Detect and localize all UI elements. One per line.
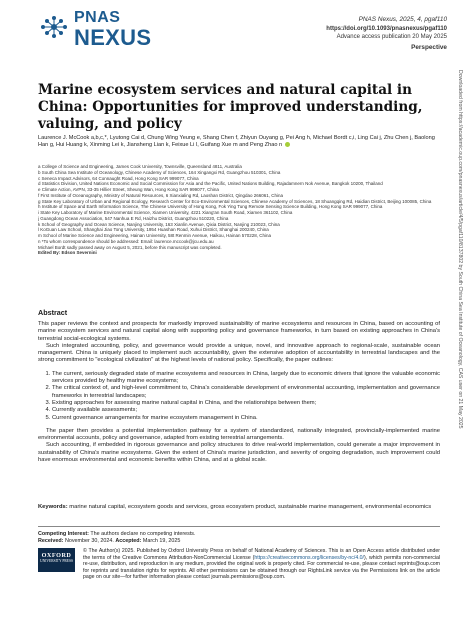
- license-post: ), which permits non-commercial re-use, distribution, and reproduction in any medium, provided the original work is properly cited. For commercial re-use, please contact reprints@oup.com for reprints and translation rights for reprints. All other permissions can be obtained through our RightsLink service via the Permissions link on the article page on our site—for further information please contact journals.permissions@oup.com.: [83, 554, 440, 581]
- affiliation-item: j Guangdong Ocean Association, 547 Nanhua E Rd, Haizhu District, Guangzhou 510220, China: [38, 215, 229, 221]
- affiliation-item: g State Key Laboratory of Urban and Regional Ecology, Research Center for Eco-Environmental Sciences, Chinese Academy of Sciences, 18 Shuangqing Rd, Haidian District, Beijing 100085, China: [38, 198, 432, 204]
- list-item: 3. Existing approaches for assessing marine natural capital in China, and the relationships between them;: [52, 400, 440, 407]
- license-pre: © The Author(s) 2025. Published by Oxford University Press on behalf of National Academy of Sciences. This is an Open Access article distributed under the terms of the Creative Commons Attribution-NonCommercial License (: [83, 548, 440, 561]
- article-header-meta: [326, 16, 447, 52]
- logo-wordmark: [74, 10, 151, 49]
- edited-by: Edited By: Edson Severnini: [38, 250, 97, 256]
- keywords: [38, 504, 440, 511]
- article-title: Marine ecosystem services and natural capital in China: Opportunities for improved understanding, valuing, and policy: [38, 82, 423, 132]
- oup-line-1: OXFORD: [41, 552, 72, 559]
- abstract-paragraph: Such integrated accounting, policy, and governance would provide a unique, novel, and innovative approach to regional-scale, sustainable ocean management. China is uniquely placed to implement such accountability, given the extensive adoption of accountability in terrestrial landscapes and the strong commitment to "ecological civilization" at the highest levels of national policy. Specifically, the paper outlines:: [38, 342, 440, 364]
- memorial-note: Michael Bordt sadly passed away on August 5, 2021, before this manuscript was completed.: [38, 244, 222, 250]
- author-list: [38, 135, 438, 150]
- affiliations: [38, 164, 448, 256]
- keywords-text: marine natural capital, ecosystem goods and services, gross ecosystem product, sustainable marine management, environmental economics: [69, 504, 432, 510]
- logo-line-1: PNAS: [74, 9, 121, 26]
- journal-reference: PNAS Nexus, 2025, 4, pgaf110: [358, 16, 447, 23]
- doi-link[interactable]: https://doi.org/10.1093/pnasnexus/pgaf110: [326, 25, 447, 32]
- oup-logo: [38, 548, 75, 572]
- abstract-list: [38, 371, 440, 422]
- affiliation-item: e Climate Action, AVPN, 33-35 Hillier Street, Sheung Wan, Hong Kong SAR 999077, China: [38, 187, 219, 192]
- access-date: Advance access publication 20 May 2025: [336, 34, 447, 41]
- affiliation-item: c Seneca Impact Advisors, 64 Connaught Road, Hong Kong SAR 999077, China: [38, 175, 199, 181]
- accepted-label: Accepted:: [115, 537, 142, 544]
- competing-label: Competing Interest:: [38, 531, 89, 537]
- affiliation-item: k School of Geography and Ocean Science, Nanjing University, 163 Xianlin Avenue, Qixia District, Nanjing 210023, China: [38, 221, 280, 227]
- affiliation-item: d Statistics Division, United Nations Economic and Social Commission for Asia and the Pacific, United Nations Building, Rajadamnern Nok Avenue, Bangkok 10200, Thailand: [38, 181, 383, 187]
- affiliation-item: a College of Science and Engineering, James Cook University, Townsville, Queensland 4811, Australia: [38, 164, 242, 169]
- affiliation-item: m School of Marine Science and Engineering, Hainan University, 58t Renmin Avenue, Haikou, Hainan 570228, China: [38, 233, 271, 238]
- accepted-date: March 19, 2025: [142, 537, 181, 544]
- affiliation-item: f First Institute of Oceanography, Ministry of Natural Resources, 6 Xianxialing Rd, Laoshan District, Qingdao 266061, China: [38, 192, 284, 198]
- list-item: 2. The critical context of, and high-level commitment to, China's considerable development of environmental accounting, implementation and governance frameworks in terrestrial landscapes;: [52, 385, 440, 400]
- list-item: 1. The current, seriously degraded state of marine ecosystems and resources in China, largely due to economic drivers that ignore the valuable economic services provided by healthy marine ecosystems;: [52, 371, 440, 386]
- pnas-emblem-icon: [38, 14, 70, 48]
- abstract-paragraph: The paper then provides a potential implementation pathway for a system of standardized, nationally integrated, provincially-implemented marine environmental accounts, policy and governance, adapted from existing terrestrial arrangements.: [38, 427, 440, 442]
- license-text: [83, 548, 440, 581]
- article-history: [38, 531, 440, 545]
- received-date: November 30, 2024.: [64, 537, 114, 544]
- affiliation-item: b South China Sea Institute of Oceanology, Chinese Academy of Sciences, 164 Xingangxi Rd, Guangzhou 510301, China: [38, 169, 281, 175]
- competing-text: The authors declare no competing interests.: [90, 531, 196, 537]
- correspondence-note: n *To whom correspondence should be addressed: Email: laurence.mccook@jcu.edu.au: [38, 238, 214, 244]
- affiliation-item: i State Key Laboratory of Marine Environmental Science, Xiamen University, 4221 Xiang'an South Road, Xiamen 361102, China: [38, 210, 293, 215]
- list-item: 4. Currently available assessments;: [52, 407, 440, 414]
- abstract-paragraph: Such accounting, if embedded in rigorous governance and policy structures to drive real-world implementation, could generate a major improvement in sustainability of China's marine ecosystems. Given the extent of China's marine jurisdiction, and severity of ongoing degradation, such improvement could have enormous environmental and economic benefits within China, and at a global scale.: [38, 442, 440, 464]
- logo-line-2: NEXUS: [74, 25, 152, 50]
- abstract-body: [38, 321, 440, 464]
- oup-line-2: UNIVERSITY PRESS: [40, 559, 73, 564]
- license-link[interactable]: https://creativecommons.org/licenses/by-nc/4.0/: [254, 554, 364, 561]
- keywords-label: Keywords:: [38, 504, 68, 510]
- orcid-icon[interactable]: [285, 142, 290, 147]
- abstract-paragraph: This paper reviews the context and prospects for markedly improved sustainability of marine ecosystems and resources in China, based on accounting of marine ecosystem services and natural capital along with supporting policy and governance frameworks, in turn based on existing approaches in China's terrestrial social-ecological systems.: [38, 321, 440, 342]
- article-section: Perspective: [411, 43, 447, 51]
- footer-divider: [38, 526, 440, 527]
- received-label: Received:: [38, 537, 64, 544]
- abstract-heading: Abstract: [38, 308, 68, 317]
- list-item: 5. Current governance arrangements for marine ecosystem management in China.: [52, 415, 440, 422]
- competing-interest: [38, 531, 440, 538]
- download-sidebar: [453, 70, 463, 590]
- author-names: Laurence J. McCook a,b,c,*, Lyutong Cai d, Chung Wing Yeung e, Shang Chen f, Zhiyun Ouyang g, Pei Ang h, Michael Bordt c,i, Ling Cai j, Zhu Chen j, Baolong Han g, Hui Huang k, Xinming Lei k, Jiansheng Lian k, Feixue Li l, Guifang Xue m and Peng Zhao n: [38, 135, 435, 149]
- dates: [38, 538, 440, 545]
- affiliation-item: h Institute of Space and Earth Information Science, The Chinese University of Hong Kong, Fok Ying Tung Remote Sensing Science Building, Hong Kong SAR 999077, China: [38, 204, 383, 210]
- affiliation-item: l KoGuan Law School, Shanghai Jiao Tong University, 1954 Huashan Road, Xuhui District, Shanghai 200240, China: [38, 227, 269, 233]
- journal-logo[interactable]: [38, 9, 152, 62]
- download-notice: Downloaded from https://academic.oup.com/pnasnexus/article/4/5/pgaf110/8137802 by South China Sea Institute of Oceanology, CAS user on 21 May 2025: [457, 70, 463, 429]
